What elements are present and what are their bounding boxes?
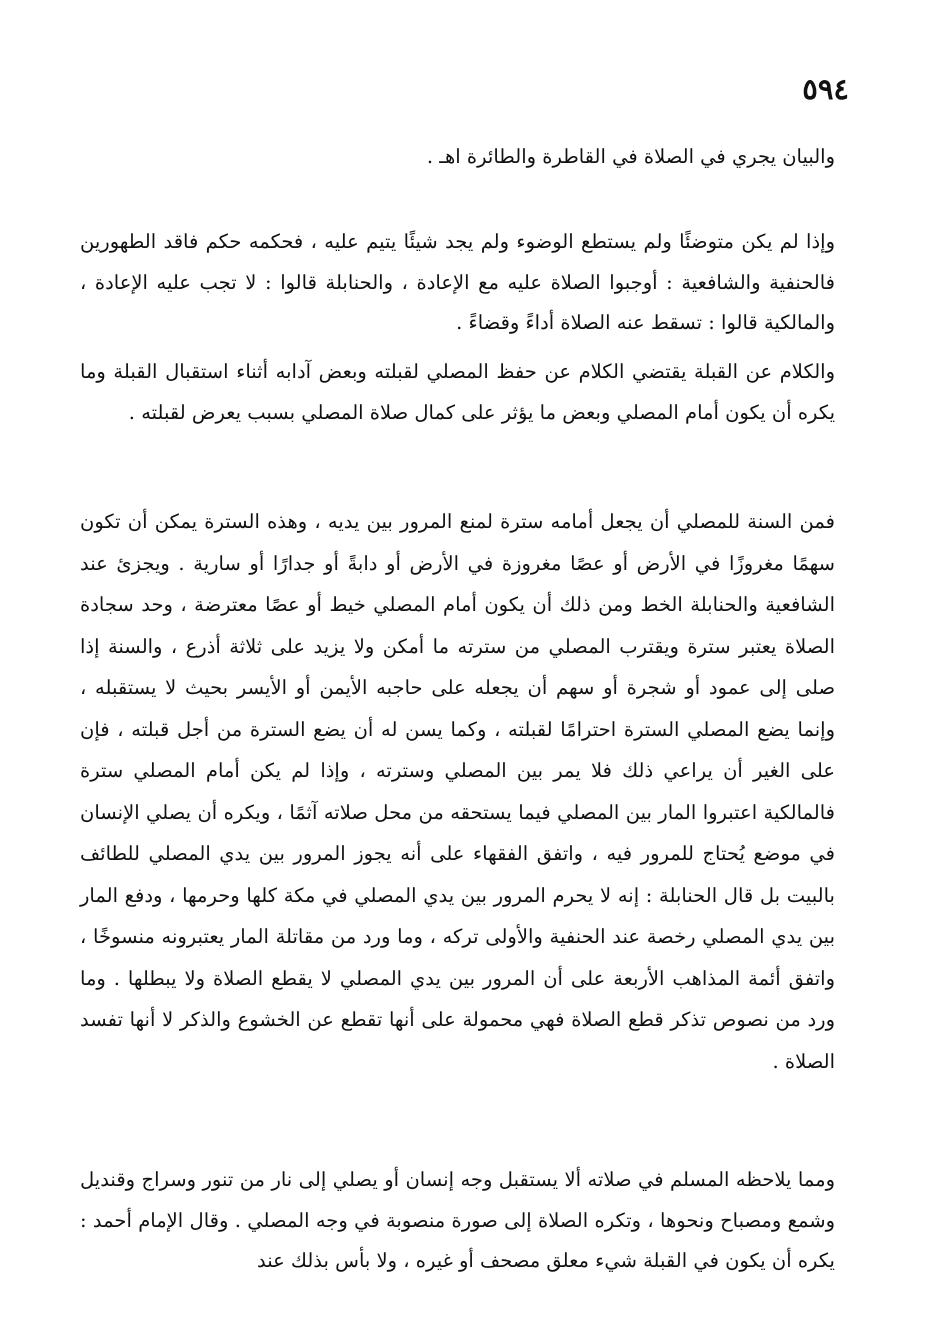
paragraph-facing-objects: ومما يلاحظه المسلم في صلاته ألا يستقبل وجه إنسان أو يصلي إلى نار من تنور وسراج وقنديل وشمع ومصباح ونحوها ، وتكره الصلاة إلى صورة منصوبة في وجه المصلي . وقال الإمام أحمد : يكره أن يكون في القبلة شيء معلق مصحف أو غيره ، ولا بأس بذلك عند [80, 1168, 835, 1272]
page-number: ٥٩٤ [802, 72, 849, 106]
paragraph-sutra: فمن السنة للمصلي أن يجعل أمامه سترة لمنع المرور بين يديه ، وهذه السترة يمكن أن تكون سهمًا مغروزًا في الأرض أو عصًا مغروزة في الأرض أو دابةً أو جدارًا أو سارية . ويجزئ عند الشافعية والحنابلة الخط ومن ذلك أن يكون أمام المصلي خيط أو عصًا معترضة ، وحد سجادة الصلاة يعتبر سترة ويقترب المصلي من سترته ما أمكن ولا يزيد على ثلاثة أذرع ، والسنة إذا صلى إلى عمود أو شجرة أو سهم أن يجعله على حاجبه الأيمن أو الأيسر بحيث لا يستقبله ، وإنما يضع المصلي السترة احترامًا لقبلته ، وكما يسن له أن يضع السترة من أجل قبلته ، فإن على الغير أن يراعي ذلك فلا يمر بين المصلي وسترته ، وإذا لم يكن أمام المصلي سترة فالمالكية اعتبروا المار بين المصلي فيما يستحقه من محل صلاته آثمًا ، ويكره أن يصلي الإنسان في موضع يُحتاج للمرور فيه ، واتفق الفقهاء على أنه يجوز المرور بين يدي المصلي للطائف بالبيت بل قال الحنابلة : إنه لا يحرم المرور بين يدي المصلي في مكة كلها وحرمها ، ودفع المار بين يدي المصلي رخصة عند الحنفية والأولى تركه ، وما ورد من مقاتلة المار يعتبرونه منسوخًا ، واتفق أئمة المذاهب الأربعة على أن المرور بين يدي المصلي لا يقطع الصلاة ولا يبطلها . وما ورد من نصوص تذكر قطع الصلاة فهي محمولة على أنها تقطع عن الخشوع والذكر لا أنها تفسد الصلاة . [80, 510, 835, 1073]
paragraph-qibla-intro: والكلام عن القبلة يقتضي الكلام عن حفظ المصلي لقبلته وبعض آدابه أثناء استقبال القبلة وما يكره أن يكون أمام المصلي وبعض ما يؤثر على كمال صلاة المصلي بسبب يعرض لقبلته . [80, 360, 835, 424]
paragraph-faqid-al-tahurayn: وإذا لم يكن متوضئًا ولم يستطع الوضوء ولم يجد شيئًا يتيم عليه ، فحكمه حكم فاقد الطهورين فالحنفية والشافعية : أوجبوا الصلاة عليه مع الإعادة ، والحنابلة قالوا : لا تجب عليه الإعادة ، والمالكية قالوا : تسقط عنه الصلاة أداءً وقضاءً . [80, 230, 835, 334]
paragraph-travel-prayer: والبيان يجري في الصلاة في القاطرة والطائرة اهـ . [426, 145, 835, 168]
